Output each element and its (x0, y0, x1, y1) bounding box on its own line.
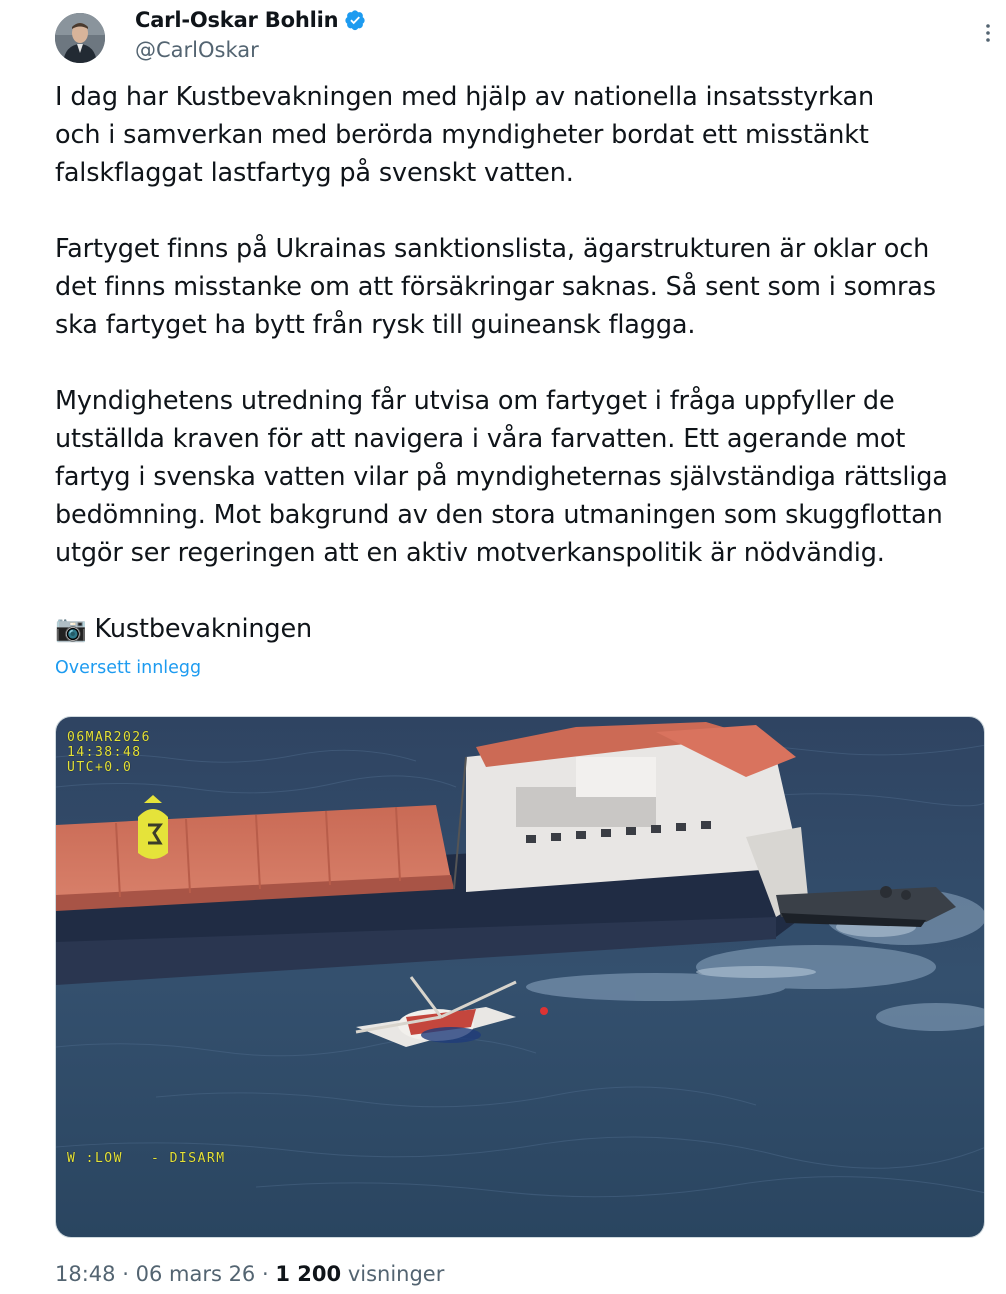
verified-badge-icon (344, 9, 366, 31)
hud-timestamp (67, 730, 151, 775)
tweet-meta (55, 1262, 444, 1286)
avatar-image (55, 13, 105, 63)
photo-credit: 📷 Kustbevakningen (55, 614, 313, 644)
tweet-photo[interactable] (55, 716, 985, 1238)
tweet-date[interactable]: 06 mars 26 (135, 1262, 256, 1286)
translate-post-link[interactable]: Oversett innlegg (55, 658, 202, 678)
tweet-paragraph-3: Myndighetens utredning får utvisa om fartyget i fråga uppfyller de utställda kraven för att navigera i våra farvatten. Ett agerande mot fartyg i svenska vatten vilar på myndigheternas självständiga rättsliga bedömning. Mot bakgrund av den stora utmaningen som skuggflottan utgör ser regeringen att en aktiv motverkanspolitik är nödvändig. (55, 386, 948, 568)
author-display-name[interactable]: Carl-Oskar Bohlin (135, 8, 339, 32)
tweet-text (55, 78, 995, 648)
avatar[interactable] (55, 13, 105, 63)
hud-utc: UTC+0.0 (67, 760, 133, 775)
hud-status: W :LOW - DISARM (67, 1151, 226, 1166)
tweet-time[interactable]: 18:48 (55, 1262, 116, 1286)
views-label: visninger (347, 1262, 445, 1286)
meta-separator-2: · (261, 1262, 269, 1286)
more-options-icon[interactable] (980, 22, 996, 44)
author-handle[interactable]: @CarlOskar (135, 38, 259, 62)
hud-date: 06MAR2026 (67, 730, 151, 745)
meta-separator: · (122, 1262, 129, 1286)
views-count: 1 200 (275, 1262, 342, 1286)
author-name-row[interactable] (135, 8, 366, 32)
tweet-paragraph-2: Fartyget finns på Ukrainas sanktionslista, ägarstrukturen är oklar och det finns misstanke om att försäkringar saknas. Så sent som i somras ska fartyget ha bytt från rysk till guineansk flagga. (55, 234, 936, 340)
tweet-paragraph-1: I dag har Kustbevakningen med hjälp av nationella insatsstyrkan och i samverkan med berörda myndigheter bordat ett misstänkt falskflaggat lastfartyg på svenskt vatten. (55, 82, 874, 188)
hud-time: 14:38:48 (67, 745, 142, 760)
